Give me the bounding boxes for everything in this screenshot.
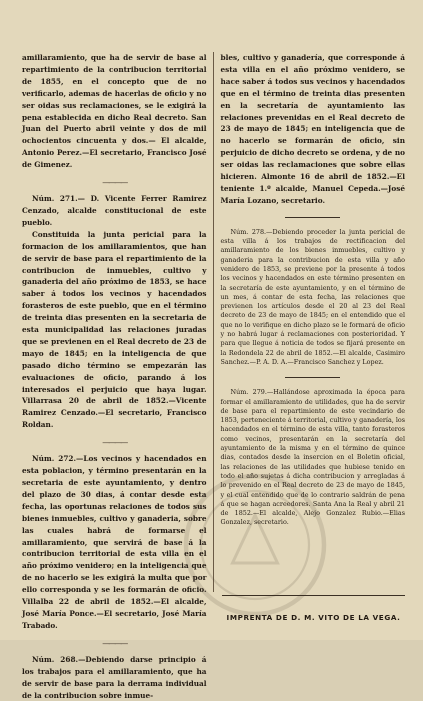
notice-278: Núm. 278.—Debiendo proceder la junta pericial de esta villa á los trabajos de rectificacion del amillaramiento de los bienes inmuebles, cultivo y ganaderia para la contribucion de esta villa y año venidero de 1853, se previene por la presente á todos los vecinos y hacendados en este término presenten en la secretaría de este ayuntamiento, y en el término de un mes, á contar de esta fecha, las relaciones que previenen los artículos desde el 20 al 23 del Real decreto de 23 de mayo de 1845; en el entendido que el que no lo verifique en dicho plazo se le formará de oficio y no habrá lugar á reclamaciones con posterioridad. Y para que llegue á noticia de todos se fijará presente en la Redondela 22 de abril de 1852.—El alcalde, Casimiro Sanchez.—P. A. D. A.—Francisco Sanchez y Lopez. (220, 227, 405, 366)
separator-ornament: ———— (102, 638, 127, 648)
notice-continuation: amillaramiento, que ha de servir de base al repartimiento de la contribucion territorial de 1855, en el concepto que de no verificarlo, ademas de hacerlas de oficio y no ser oidas sus reclamaciones, se le exigirá la pena establecida en dicho Real decreto. San Juan del Puerto abril veinte y dos de mil ochocientos cincuenta y dos.— El alcalde, Antonio Perez.—El secretario, Francisco José de Gimenez. (22, 53, 207, 170)
footer-rule (222, 595, 405, 596)
notice-271-header: Núm. 271.— D. Vicente Ferrer Ramirez Cenzado, alcalde constitucional de este pueblo. (22, 194, 207, 227)
notice-268-continuation: bles, cultivo y ganadería, que corresponde á esta villa en el año próximo venidero, se hace saber á todos sus vecinos y hacendados que en el término de treinta dias presenten en la secretaría de ayuntamiento las relaciones prevenidas en el Real decreto de 23 de mayo de 1845; en inteligencia que de no hacerlo se formarán de oficio, sin perjuicio de dicho decreto se ordena, y de no ser oidas las reclamaciones que sobre ellas hicieren. Almonte 16 de abril de 1852.—El teniente 1.º alcalde, Manuel Cepeda.—José María Lozano, secretario. (220, 53, 405, 205)
separator-ornament: ———— (102, 178, 127, 188)
left-column (22, 52, 207, 700)
column-divider (213, 52, 214, 592)
right-column (221, 52, 406, 592)
notice-279: Núm. 279.—Hallándose aproximada la época para formar el amillaramiento de utilidades, que ha de servir de base para el repartimiento de este vecindario de 1853, perteneciente á territorial, cultivo y ganadería, los hacendados en el término de esta villa, tanto forasteros como vecinos, presentarán en la secretaría del ayuntamiento de la misma y en el término de quince dias, contados desde la insercion en el Boletin oficial, las relaciones de las utilidades que hubiese tenido en todo el año sujetas á dicha contribucion y arregladas á lo prevenido en el Real decreto de 23 de mayo de 1845, y el cual entendido que de lo contrario saldrán de pena á que se hagan acreedores. Santa Ana la Real y abril 21 de 1852.—El alcalde, Alejo Gonzalez Rubio.—Elias Gonzalez, secretario. (220, 388, 406, 527)
notice-271-body: Constituida la junta pericial para la formacion de los amillaramientos, que han de servir de base para el repartimiento de la contribucion de inmuebles, cultivo y ganaderia del año próximo de 1853, se hace saber á todos los vecinos y hacendados forasteros de este pueblo, que en el término de treinta dias presenten en la secretaria de esta municipalidad las relaciones juradas que se previenen en el Real decreto de 23 de mayo de 1845; en la inteligencia de que pasado dicho término se empezarán las evaluaciones de oficio, parando á los interesados el perjuicio que haya lugar. Villarrasa 20 de abril de 1852.—Vicente Ramirez Cenzado.—El secretario, Francisco Roldan. (22, 229, 207, 430)
notice-272: Núm. 272.—Los vecinos y hacendados en esta poblacion, y término presentarán en la secretaria de este ayuntamiento, y dentro del plazo de 30 dias, á contar desde esta fecha, las oportunas relaciones de todos sus bienes inmuebles, cultivo y ganaderia, sobre las cuales habrá de formarse el amillaramiento, que servirá de base á la contribucion territorial de esta villa en el año próximo venidero; en la inteligencia que de no hacerlo se les exigirá la multa que por ello corresponda y se les formarán de oficio. Villalba 22 de abril de 1852.—El alcalde, José María Ponce.—El secretario, José María Trabado. (22, 454, 207, 630)
separator-ornament: ———— (102, 438, 127, 448)
separator-rule (285, 217, 340, 218)
printer-imprint: IMPRENTA DE D. M. VITO DE LA VEGA. (226, 613, 401, 622)
separator-rule (285, 377, 340, 378)
notice-268: Núm. 268.—Debiendo darse principio á los trabajos para el amillaramiento, que ha de servir de base para la derrama individual de la contribucion sobre inmue- (22, 654, 207, 700)
